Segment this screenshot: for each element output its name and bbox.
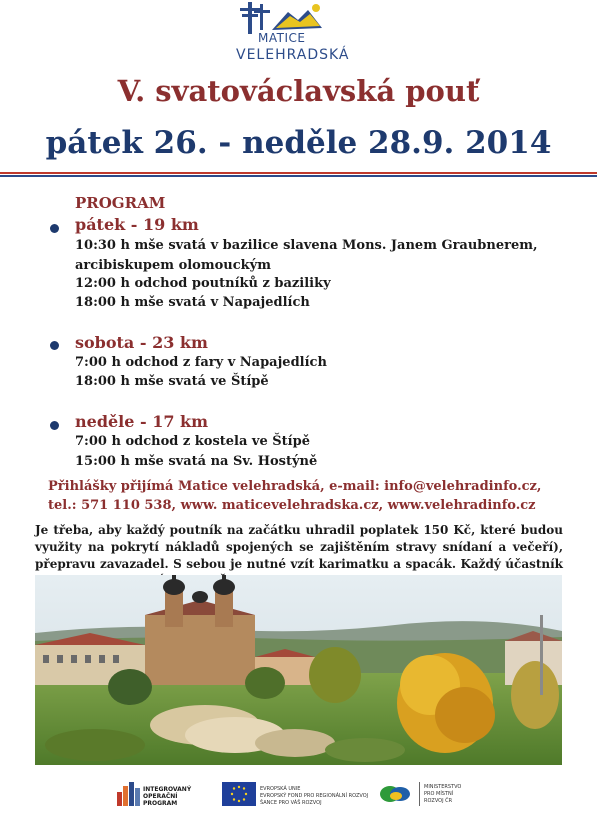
ministry-divider bbox=[419, 782, 420, 806]
day-title-friday: pátek - 19 km bbox=[75, 215, 199, 234]
day-title-saturday: sobota - 23 km bbox=[75, 333, 208, 352]
eu-text-2: EVROPSKÝ FOND PRO REGIONÁLNÍ ROZVOJ bbox=[260, 793, 369, 799]
divider-red bbox=[0, 172, 597, 174]
bullet-icon bbox=[50, 421, 59, 430]
iop-text-1: INTEGROVANÝ bbox=[143, 786, 192, 793]
program-line: 18:00 h mše svatá v Napajedlích bbox=[75, 295, 310, 310]
basilica-landscape-photo bbox=[35, 575, 562, 765]
footer-logos bbox=[0, 778, 597, 824]
logo-text-matice: MATICE bbox=[258, 31, 306, 45]
day-title-sunday: neděle - 17 km bbox=[75, 412, 209, 431]
ministry-text-2: PRO MÍSTNÍ bbox=[424, 791, 454, 797]
divider-blue bbox=[0, 175, 597, 177]
page-title: V. svatováclavská pouť bbox=[117, 74, 480, 108]
iop-text-2: OPERAČNÍ bbox=[143, 793, 178, 800]
program-line: 10:30 h mše svatá v bazilice slavena Mons. Janem Graubnerem, bbox=[75, 238, 538, 253]
program-line: arcibiskupem olomouckým bbox=[75, 258, 271, 273]
program-heading: PROGRAM bbox=[75, 194, 166, 212]
iop-text-3: PROGRAM bbox=[143, 800, 178, 807]
contact-line-2: tel.: 571 110 538, www. maticevelehradska.cz, www.velehradinfo.cz bbox=[48, 498, 536, 513]
ministry-text-3: ROZVOJ ČR bbox=[424, 798, 453, 804]
bullet-icon bbox=[50, 341, 59, 350]
program-line: 18:00 h mše svatá ve Štípě bbox=[75, 374, 269, 389]
eu-text-1: EVROPSKÁ UNIE bbox=[260, 786, 301, 792]
program-line: 7:00 h odchod z kostela ve Štípě bbox=[75, 434, 310, 449]
bullet-icon bbox=[50, 224, 59, 233]
participation-note: Je třeba, aby každý poutník na začátku uhradil poplatek 150 Kč, které budou využity na pokrytí nákladů spojených se zajištěním stravy snídaní a večeří), přepravu zavazadel. S sebou je nutné vzít karimatku a spacák. Každý účastník bbox=[35, 523, 563, 571]
ministry-logo-icon bbox=[380, 784, 412, 804]
ministry-text-1: MINISTERSTVO bbox=[424, 784, 462, 790]
logo-text-velehradska: VELEHRADSKÁ bbox=[236, 47, 350, 63]
eu-text-3: ŠANCE PRO VÁŠ ROZVOJ bbox=[260, 800, 322, 806]
page-subtitle: pátek 26. - neděle 28.9. 2014 bbox=[45, 125, 552, 161]
iop-logo-icon bbox=[117, 782, 141, 806]
program-line: 12:00 h odchod poutníků z baziliky bbox=[75, 276, 331, 291]
eu-flag-icon bbox=[222, 782, 256, 806]
contact-line-1: Přihlášky přijímá Matice velehradská, e-mail: info@velehradinfo.cz, bbox=[48, 479, 542, 494]
program-line: 15:00 h mše svatá na Sv. Hostýně bbox=[75, 454, 318, 469]
program-line: 7:00 h odchod z fary v Napajedlích bbox=[75, 355, 327, 370]
